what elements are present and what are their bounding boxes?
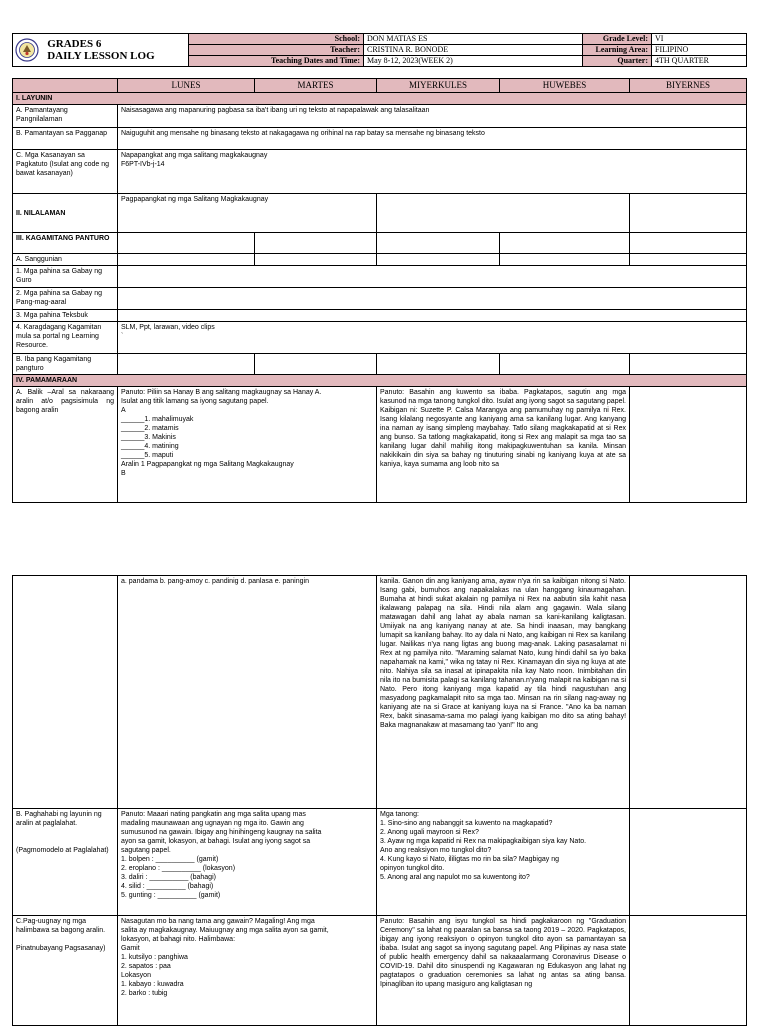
text-line: 5. gunting : __________ (gamit) xyxy=(121,892,221,899)
pag-uugnay-note: Pinatnubayang Pagsasanay) xyxy=(16,945,106,952)
pag-uugnay-label: C.Pag-uugnay ng mga halimbawa sa bagong aralin. xyxy=(16,918,106,934)
empty-cell xyxy=(630,233,747,254)
text-line: 1. bolpen : __________ (gamit) xyxy=(121,856,219,863)
row-label-balik-aral: A. Balik –Aral sa nakaraang aralin at/o pagsisimula ng bagong aralin xyxy=(13,387,118,503)
text-line: opinyon tungkol dito. xyxy=(380,865,445,872)
empty-cell xyxy=(118,266,747,288)
row-label-karagdagang: 4. Karagdagang Kagamitan mula sa portal ng Learning Resource. xyxy=(13,322,118,354)
text-line: ______4. matining xyxy=(121,443,179,450)
row-label-paghahabi xyxy=(13,809,118,916)
text-line: ayon sa gamit, lokasyon, at bahagi. Isulat ang iyong sagot sa xyxy=(121,838,311,845)
school-value: DON MATIAS ES xyxy=(364,34,583,45)
teacher-label: Teacher: xyxy=(189,45,364,56)
balik-aral-lunes xyxy=(118,387,377,503)
empty-cell xyxy=(630,916,747,1026)
nilalaman-text: Pagpapangkat ng mga Salitang Magkakaugnay xyxy=(118,194,377,233)
text-line: Panuto: Maaari nating pangkatin ang mga salita upang mas xyxy=(121,811,306,818)
lesson-log-table-continued xyxy=(12,575,746,1026)
deped-seal-icon xyxy=(15,38,39,62)
text-line: madaling maunawaan ang ugnayan ng mga ito. Gawin ang xyxy=(121,820,304,827)
text-line: 4. Kung kayo si Nato, ililigtas mo rin ba sila? Magbigay ng xyxy=(380,856,559,863)
pag-uugnay-lunes xyxy=(118,916,377,1026)
teacher-value: CRISTINA R. BONODE xyxy=(364,45,583,56)
text-line: 2. Anong ugali mayroon si Rex? xyxy=(380,829,479,836)
text-line: 1. kabayo : kuwadra xyxy=(121,981,184,988)
day-header-biyernes: BIYERNES xyxy=(630,79,747,93)
paghahabi-miyerkules xyxy=(377,809,630,916)
section-pamamaraan: IV. PAMAMARAAN xyxy=(13,375,747,387)
empty-cell xyxy=(377,254,500,266)
karagdagang-tick: ` xyxy=(121,333,124,340)
header-title-line2: DAILY LESSON LOG xyxy=(47,50,155,62)
header-title-cell xyxy=(13,34,189,67)
day-header-miyerkules: MIYERKULES xyxy=(377,79,500,93)
text-line: 3. Ayaw ng mga kapatid ni Rex na makipagkaibigan siya kay Nato. xyxy=(380,838,587,845)
row-label-sanggunian: A. Sanggunian xyxy=(13,254,118,266)
empty-cell xyxy=(118,254,255,266)
text-line: Lokasyon xyxy=(121,972,151,979)
text-line: 4. silid : __________ (bahagi) xyxy=(121,883,214,890)
empty-cell xyxy=(13,576,118,809)
kasanayan-code: F6PT-IVb-j-14 xyxy=(121,161,165,168)
day-header-huwebes: HUWEBES xyxy=(500,79,630,93)
text-line: lokasyon, at bahagi nito. Halimbawa: xyxy=(121,936,236,943)
text-line: Isulat ang titik lamang sa iyong sagutang papel. xyxy=(121,398,269,405)
lesson-log-header xyxy=(12,33,746,67)
empty-cell xyxy=(255,233,377,254)
paghahabi-note: (Pagmomodelo at Paglalahat) xyxy=(16,847,109,854)
text-line: 3. daliri : __________ (bahagi) xyxy=(121,874,216,881)
cont-miyerkules: kanila. Ganon din ang kaniyang ama, ayaw n'ya rin sa kaibigan nitong si Nato. Isang gabi, bumuhos ang napakalakas na ulan hanggang kinaumagahan. Bumaha at hindi sukat akalain ng pamilya ni Rex na aabutin sila kahit nasa ikalawang palapag na sila. Hindi nila alam ang gagawin. Wala silang matawagan dahil ang lahat ay abala naman sa kani-kanilang kaligtasan. Umiiyak na ang kaniyang nanay at ate. Sa hindi inaasan, may bangkang lumapit sa kanilang bahay. Ito ay dala ni Nato, ang kaibigan ni Rex sa kanilang lugar. Nailikas n'ya nang ligtas ang buong mag-anak. Laking pasasalamat ni Rex at ng pamilya nito. "Maraming salamat Nato, kung hindi dahil sa iyo baka napahamak na kami," wika ng tatay ni Rex. Kinamayan din siya ng kuya at ate nito. Nahiya sila sa inasal at ipinapakita nila kay Nato noon. Inimbitahan din nila ito na bumisita palagi sa kanilang tahanan.n'yang malapit na kaibigan na si Nato. Pero itong kaniyang mga kapatid ay tila hindi nagustuhan ang masyadong pagkamalapit nito sa mga tao. Minsan na rin silang nag-away ng kaniyang ate na si Grace at kaniyang kuya na si France. "Ano ka ba naman Rex, bakit sinasama-sama mo palagi iyang kaibigan mo dito sa ating bahay! Baka magnanakaw at masamang tao 'yan!" Ito ang xyxy=(377,576,630,809)
teaching-dates-value: May 8-12, 2023(WEEK 2) xyxy=(364,56,583,67)
empty-cell xyxy=(377,233,500,254)
empty-cell xyxy=(630,354,747,375)
pamantayan-text: Naiguguhit ang mensahe ng binasang teksto at nakagagawa ng orihinal na rap batay sa mensahe ng binasang teksto xyxy=(118,128,747,150)
row-label-kagamitang: III. KAGAMITANG PANTURO xyxy=(13,233,118,254)
empty-cell xyxy=(630,254,747,266)
text-line: 2. sapatos : paa xyxy=(121,963,171,970)
nilalaman-cell-2 xyxy=(377,194,630,233)
row-label-pamantayang: A. Pamantayang Pangnilalaman xyxy=(13,105,118,128)
kasanayan-cell xyxy=(118,150,747,194)
empty-cell xyxy=(118,354,255,375)
text-line: A xyxy=(121,407,126,414)
grade-level-label: Grade Level: xyxy=(583,34,652,45)
karagdagang-text: SLM, Ppt, larawan, video clips xyxy=(121,324,215,331)
row-label-teksbuk: 3. Mga pahina Teksbuk xyxy=(13,310,118,322)
pamantayang-text: Naisasagawa ang mapanuring pagbasa sa iba't ibang uri ng teksto at napapalawak ang talasalitaan xyxy=(118,105,747,128)
paghahabi-lunes xyxy=(118,809,377,916)
row-label-gabay-guro: 1. Mga pahina sa Gabay ng Guro xyxy=(13,266,118,288)
text-line: 1. Sino-sino ang nabanggit sa kuwento na magkapatid? xyxy=(380,820,553,827)
text-line: salita ay magkakaugnay. Maiuugnay ang mga salita ayon sa gamit, xyxy=(121,927,329,934)
empty-cell xyxy=(118,288,747,310)
row-label-pag-uugnay xyxy=(13,916,118,1026)
text-line: Gamit xyxy=(121,945,140,952)
day-header-lunes: LUNES xyxy=(118,79,255,93)
text-line: Mga tanong: xyxy=(380,811,419,818)
grade-level-value: VI xyxy=(652,34,747,45)
empty-cell xyxy=(118,310,747,322)
empty-cell xyxy=(500,354,630,375)
text-line: 1. kutsilyo : panghiwa xyxy=(121,954,188,961)
empty-cell xyxy=(630,576,747,809)
empty-cell xyxy=(118,233,255,254)
text-line: sumusunod na gawain. Ibigay ang hinihingeng kaugnay na salita xyxy=(121,829,322,836)
text-line: ______5. maputi xyxy=(121,452,174,459)
text-line: Nasagutan mo ba nang tama ang gawain? Magaling! Ang mga xyxy=(121,918,315,925)
day-header-martes: MARTES xyxy=(255,79,377,93)
text-line: 2. eroplano : __________ (lokasyon) xyxy=(121,865,236,872)
row-label-gabay-mag-aaral: 2. Mga pahina sa Gabay ng Pang-mag-aaral xyxy=(13,288,118,310)
kasanayan-text: Napapangkat ang mga salitang magkakaugnay xyxy=(121,152,268,159)
section-layunin: I. LAYUNIN xyxy=(13,93,747,105)
empty-cell xyxy=(630,387,747,503)
lesson-log-table xyxy=(12,78,746,503)
row-label-pamantayan: B. Pamantayan sa Pagganap xyxy=(13,128,118,150)
text-line: Panuto: Piliin sa Hanay B ang salitang magkaugnay sa Hanay A. xyxy=(121,389,322,396)
empty-cell xyxy=(500,233,630,254)
teaching-dates-label: Teaching Dates and Time: xyxy=(189,56,364,67)
text-line: ______3. Makinis xyxy=(121,434,176,441)
text-line: 2. barko : tubig xyxy=(121,990,168,997)
text-line: ______2. matamis xyxy=(121,425,179,432)
school-label: School: xyxy=(189,34,364,45)
text-line: B xyxy=(121,470,126,477)
empty-cell xyxy=(377,354,500,375)
empty-cell xyxy=(630,809,747,916)
cont-lunes: a. pandama b. pang-amoy c. pandinig d. panlasa e. paningin xyxy=(118,576,377,809)
empty-cell xyxy=(255,254,377,266)
quarter-label: Quarter: xyxy=(583,56,652,67)
empty-cell xyxy=(255,354,377,375)
row-label-iba-pang: B. Iba pang Kagamitang pangturo xyxy=(13,354,118,375)
pag-uugnay-miyerkules: Panuto: Basahin ang isyu tungkol sa hindi pagkakaroon ng "Graduation Ceremony" sa lahat ng paaralan sa bansa sa taong 2019 – 2020. Pagkatapos, ibigay ang iyong reaksiyon o opinyon tungkol dito ayon sa pamantayan sa ibaba. Isulat ang sagot sa inyong sagutang papel. Ang Pilipinas ay nasa state of public health emergency dahil sa nakaaalarmang Coronavirus Disease o COVID-19. Dahil dito sinuspendi ng Kagawaran ng Edukasyon ang lahat ng pagtatapos o graduation ceremonies sa lahat ng antas sa ating bansa. Ipinagliban ito upang masiguro ang kaligtasan ng xyxy=(377,916,630,1026)
quarter-value: 4TH QUARTER xyxy=(652,56,747,67)
text-line: sagutang papel. xyxy=(121,847,171,854)
row-label-kasanayan: C. Mga Kasanayan sa Pagkatuto (Isulat ang code ng bawat kasanayan) xyxy=(13,150,118,194)
paghahabi-label: B. Paghahabi ng layunin ng aralin at paglalahat. xyxy=(16,811,102,827)
header-title-line1: GRADES 6 xyxy=(47,38,102,50)
learning-area-value: FILIPINO xyxy=(652,45,747,56)
learning-area-label: Learning Area: xyxy=(583,45,652,56)
balik-aral-miyerkules: Panuto: Basahin ang kuwento sa ibaba. Pagkatapos, sagutin ang mga kasunod na mga tanong tungkol dito. Isulat ang iyong sagot sa sagutang papel. Kaibigan ni: Suzette P. Calsa Marangya ang pamumuhay ng pamilya ni Rex. Isang kilalang negosyante ang kaniyang ama sa kanilang lugar. Ang kanyang ina naman ay isang simpleng maybahay. Tatlo silang magkakapatid at si Rex ang bunso. Sa tatlong magkakapatid, itong si Rex ang malapit sa mga tao sa kanilang lugar dahil mahilig itong makipagkuwentuhan sa kanila. Minsan nakikikain din siya sa bahay ng tinuturing sinabi ng kaniyang kuya at ate sa kaniya, kaya sumama ang loob nito sa xyxy=(377,387,630,503)
row-label-nilalaman: II. NILALAMAN xyxy=(13,194,118,233)
text-line: ______1. mahalimuyak xyxy=(121,416,194,423)
empty-cell xyxy=(500,254,630,266)
text-line: Aralin 1 Pagpapangkat ng mga Salitang Magkakaugnay xyxy=(121,461,294,468)
text-line: Ano ang reaksiyon mo tungkol dito? xyxy=(380,847,492,854)
karagdagang-cell xyxy=(118,322,747,354)
text-line: 5. Anong aral ang napulot mo sa kuwentong ito? xyxy=(380,874,530,881)
nilalaman-cell-3 xyxy=(630,194,747,233)
corner-cell xyxy=(13,79,118,93)
